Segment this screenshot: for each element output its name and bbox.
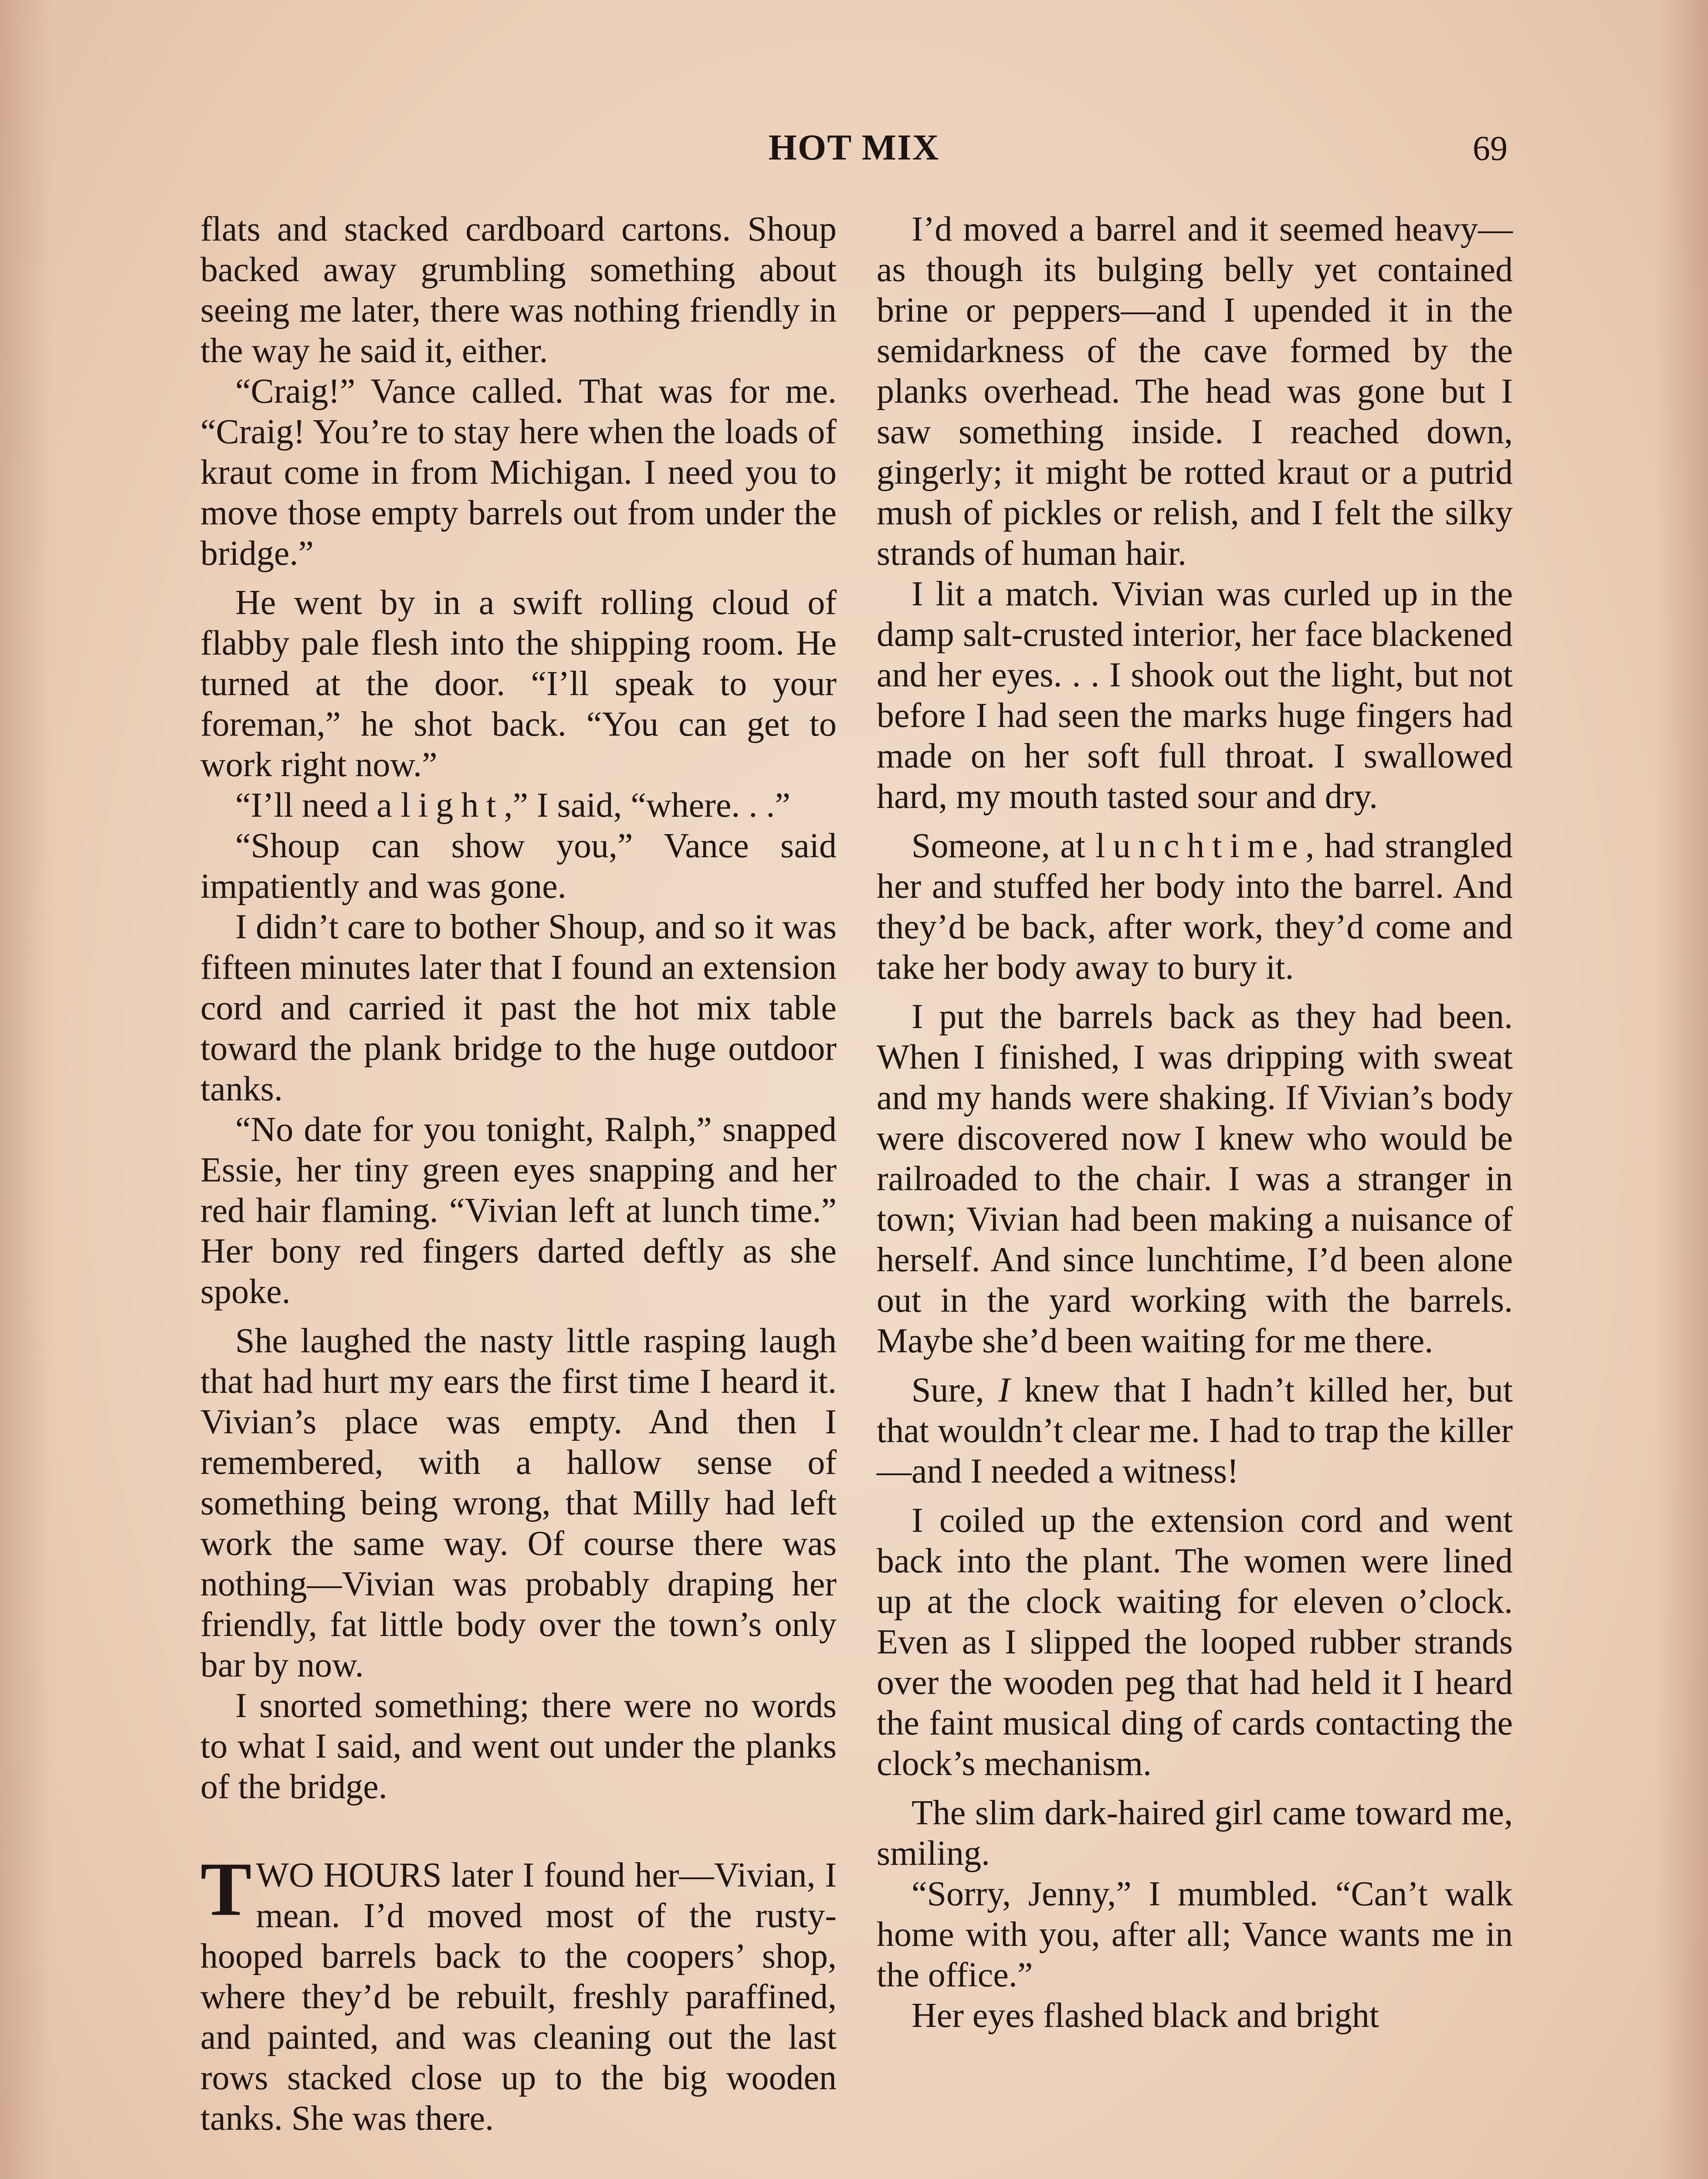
paragraph: I coiled up the extension cord and went back into the plant. The women were lined up at the clock waiting for eleven o’clock. Even as I slipped the looped rubber strands over the wooden peg that had held it I heard the faint musical ding of cards contacting the clock’s mechanism. xyxy=(877,1501,1513,1783)
right-edge-shadow xyxy=(1656,0,1708,2179)
paragraph: She laughed the nasty little rasping laugh that had hurt my ears the first time I heard it. Vivian’s place was empty. And then I remembered, with a hallow sense of something being wrong, that Milly had left work the same way. Of course there was nothing—Vivian was probably draping her friendly, fat little body over the town’s only bar by now. xyxy=(200,1322,837,1684)
lunchtime-spaced-word: lunchtime xyxy=(1095,827,1306,865)
sure-italic-word: I xyxy=(998,1371,1010,1409)
sure-before: Sure, xyxy=(912,1371,999,1409)
light-line-before: “I’ll need a xyxy=(235,786,401,825)
paragraph xyxy=(877,1370,1513,1492)
paragraph: “Sorry, Jenny,” I mumbled. “Can’t walk home with you, after all; Vance wants me in the office.” xyxy=(877,1875,1513,1994)
page-number: 69 xyxy=(1473,129,1508,168)
right-text-column xyxy=(877,209,1513,2179)
light-line-spaced-word: light xyxy=(400,786,504,825)
paragraph: He went by in a swift rolling cloud of flabby pale flesh into the shipping room. He turned at the door. “I’ll speak to your foreman,” he shot back. “You can get to work right now.” xyxy=(200,584,837,784)
lunchtime-before: Someone, at xyxy=(912,827,1096,865)
dropcap-paragraph xyxy=(200,1847,837,2139)
paragraph: “Shoup can show you,” Vance said impatiently and was gone. xyxy=(200,827,837,906)
sure-continuation: but that wouldn’t clear me. I had to trap the killer—and I needed a witness! xyxy=(877,1371,1513,1490)
paragraph: I’d moved a barrel and it seemed heavy—as though its bulging belly yet contained brine or peppers—and I upended it in the semidarkness of the cave formed by the planks overhead. The head was gone but I saw something inside. I reached down, gingerly; it might be rotted kraut or a putrid mush of pickles or relish, and I felt the silky strands of human hair. xyxy=(877,210,1513,573)
sure-after: knew that I hadn’t killed her, xyxy=(1010,1371,1454,1409)
paragraph: I lit a match. Vivian was curled up in the damp salt-crusted interior, her face blackened and her eyes. . . I shook out the light, but not before I had seen the marks huge fingers had made on her soft full throat. I swallowed hard, my mouth tasted sour and dry. xyxy=(877,575,1513,816)
paragraph xyxy=(200,785,837,826)
lunchtime-after: , had strangled her and stuffed her body into the barrel. And they’d be back, after work, they’d come and take her body away to bury it. xyxy=(877,827,1513,987)
left-edge-shadow xyxy=(0,0,52,2179)
paragraph: I snorted something; there were no words to what I said, and went out under the planks of the bridge. xyxy=(200,1687,837,1806)
paragraph: I put the barrels back as they had been. When I finished, I was dripping with sweat and my hands were shaking. If Vivian’s body were discovered now I knew who would be railroaded to the chair. I was a stranger in town; Vivian had been making a nuisance of herself. And since lunchtime, I’d been alone out in the yard working with the barrels. Maybe she’d been waiting for me there. xyxy=(877,998,1513,1360)
paragraph: Her eyes flashed black and bright xyxy=(912,1996,1379,2035)
left-text-column xyxy=(200,209,837,2179)
paragraph: The slim dark-haired girl came toward me, smiling. xyxy=(877,1794,1513,1873)
paragraph: “No date for you tonight, Ralph,” snapped Essie, her tiny green eyes snapping and her red hair flaming. “Vivian left at lunch time.” Her bony red fingers darted deftly as she spoke. xyxy=(200,1110,837,1311)
running-header-title: HOT MIX xyxy=(768,127,940,168)
drop-cap-letter: T xyxy=(200,1847,252,1932)
dropcap-paragraph-text: WO HOURS later I found her—Vivian, I mean. I’d moved most of the rusty-hooped barrels back to the coopers’ shop, where they’d be rebuilt, freshly paraffined, and painted, and was cleaning out the last rows stacked close up to the big wooden tanks. She was there. xyxy=(200,1856,837,2138)
light-line-after: ,” I said, “where. . .” xyxy=(504,786,790,825)
paragraph xyxy=(877,826,1513,988)
paragraph: flats and stacked cardboard cartons. Shoup backed away grumbling something about seeing me later, there was nothing friendly in the way he said it, either. xyxy=(200,210,837,370)
paragraph: “Craig!” Vance called. That was for me. “Craig! You’re to stay here when the loads of kraut come in from Michigan. I need you to move those empty barrels out from under the bridge.” xyxy=(200,372,837,573)
paragraph: I didn’t care to bother Shoup, and so it was fifteen minutes later that I found an extension cord and carried it past the hot mix table toward the plank bridge to the huge outdoor tanks. xyxy=(200,908,837,1108)
